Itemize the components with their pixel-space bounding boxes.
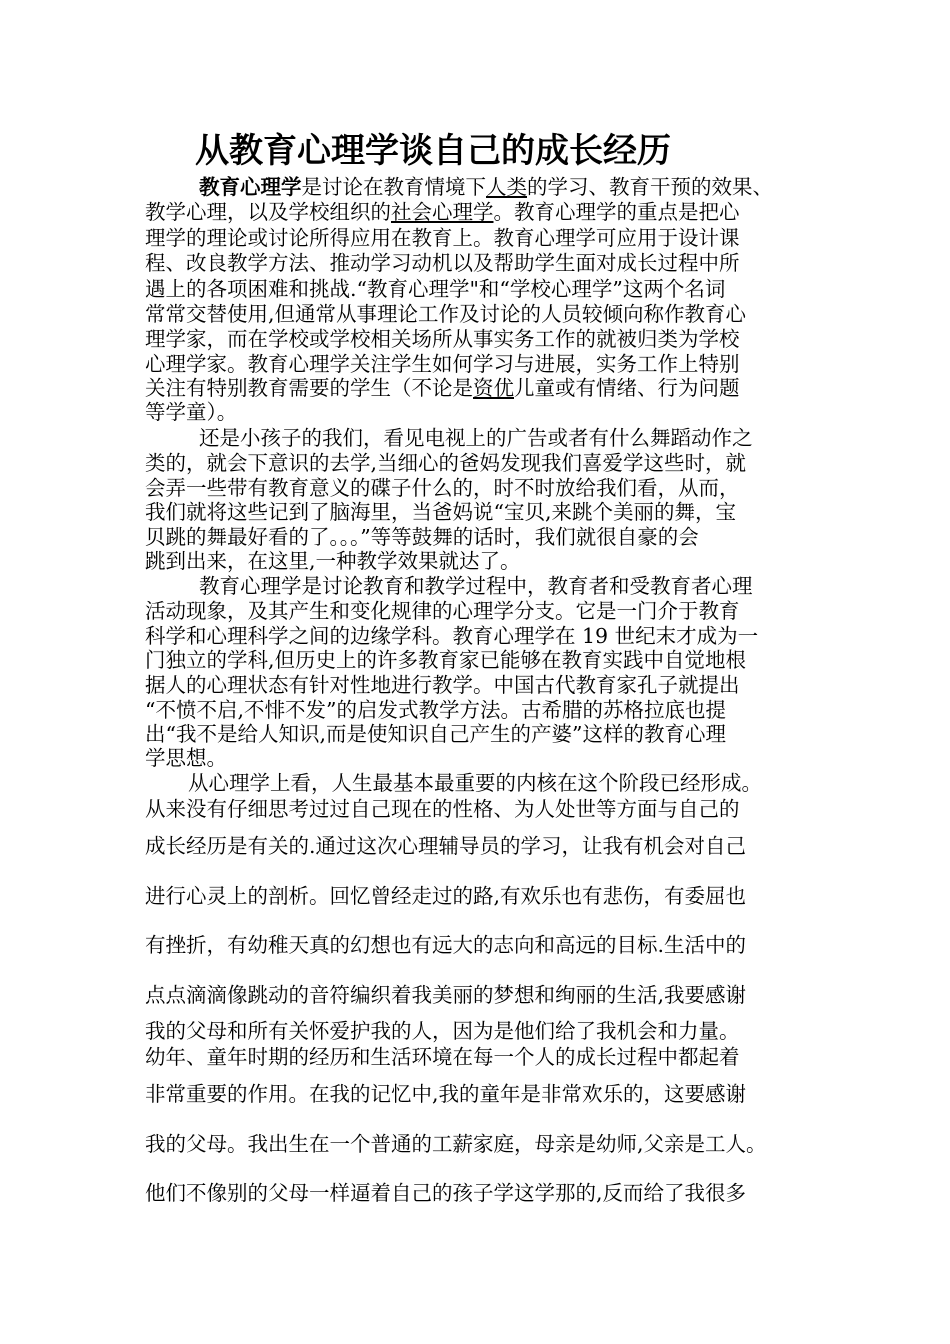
paragraph-3-line-4: 门独立的学科,但历史上的许多教育家已能够在教育实践中自觉地根 [145,648,747,672]
paragraph-3-line-2: 活动现象，及其产生和变化规律的心理学分支。它是一门介于教育 [145,599,740,623]
paragraph-4-line-2: 从来没有仔细思考过过自己现在的性格、为人处世等方面与自己的 [145,797,740,821]
paragraph-4-line-5: 有挫折，有幼稚天真的幻想也有远大的志向和高远的目标.生活中的 [145,933,747,957]
paragraph-5-line-4: 他们不像别的父母一样逼着自己的孩子学这学那的,反而给了我很多 [145,1181,747,1205]
paragraph-4-line-1: 从心理学上看，人生最基本最重要的内核在这个阶段已经形成。 [188,771,762,795]
paragraph-2-line-1: 还是小孩子的我们，看见电视上的广告或者有什么舞蹈动作之 [199,426,753,450]
paragraph-4-line-3: 成长经历是有关的.通过这次心理辅导员的学习，让我有机会对自己 [145,834,747,858]
document-title: 从教育心理学谈自己的成长经历 [195,131,671,171]
paragraph-3-line-1: 教育心理学是讨论教育和教学过程中，教育者和受教育者心理 [199,574,753,598]
paragraph-3-line-5: 据人的心理状态有针对性地进行教学。中国古代教育家孔子就提出 [145,673,740,697]
link-human[interactable]: 人类 [486,175,527,199]
link-gifted[interactable]: 资优 [473,376,514,400]
paragraph-3-line-6: “不愤不启,不悱不发”的启发式教学方法。古希腊的苏格拉底也提 [145,698,726,722]
paragraph-1-line-1: 教育心理学是讨论在教育情境下人类的学习、教育干预的效果、 [199,175,773,199]
paragraph-3-line-3: 科学和心理科学之间的边缘学科。教育心理学在 19 世纪末才成为一 [145,624,759,648]
paragraph-1-line-8: 心理学家。教育心理学关注学生如何学习与进展，实务工作上特别 [145,352,740,376]
paragraph-1-line-4: 程、改良教学方法、推动学习动机以及帮助学生面对成长过程中所 [145,251,740,275]
paragraph-1-line-6: 常常交替使用,但通常从事理论工作及讨论的人员较倾向称作教育心 [145,302,747,326]
paragraph-4-line-4: 进行心灵上的剖析。回忆曾经走过的路,有欢乐也有悲伤，有委屈也 [145,884,747,908]
paragraph-1-line-5: 遇上的各项困难和挑战.“教育心理学"和“学校心理学”这两个名词 [145,277,726,301]
paragraph-1-line-9: 关注有特别教育需要的学生（不论是资优儿童或有情绪、行为问题 [145,376,740,400]
paragraph-2-line-2: 类的，就会下意识的去学,当细心的爸妈发现我们喜爱学这些时，就 [145,451,747,475]
paragraph-2-line-4: 我们就将这些记到了脑海里，当爸妈说“宝贝,来跳个美丽的舞，宝 [145,500,736,524]
paragraph-5-line-3: 我的父母。我出生在一个普通的工薪家庭，母亲是幼师,父亲是工人。 [145,1132,767,1156]
paragraph-3-line-8: 学思想。 [145,746,227,770]
paragraph-2-line-5: 贝跳的舞最好看的了。。。”等等鼓舞的话时，我们就很自豪的会 [145,525,699,549]
bold-term: 教育心理学 [199,175,302,199]
paragraph-4-line-7: 我的父母和所有关怀爱护我的人，因为是他们给了我机会和力量。 [145,1019,740,1043]
paragraph-1-line-2: 教学心理，以及学校组织的社会心理学。教育心理学的重点是把心 [145,200,740,224]
paragraph-2-line-6: 跳到出来，在这里,一种教学效果就达了。 [145,549,521,573]
link-social-psychology[interactable]: 社会心理学 [391,200,494,224]
paragraph-5-line-1: 幼年、童年时期的经历和生活环境在每一个人的成长过程中都起着 [145,1045,740,1069]
paragraph-4-line-6: 点点滴滴像跳动的音符编织着我美丽的梦想和绚丽的生活,我要感谢 [145,983,747,1007]
paragraph-2-line-3: 会弄一些带有教育意义的碟子什么的，时不时放给我们看，从而， [145,476,740,500]
paragraph-5-line-2: 非常重要的作用。在我的记忆中,我的童年是非常欢乐的，这要感谢 [145,1082,747,1106]
paragraph-1-line-3: 理学的理论或讨论所得应用在教育上。教育心理学可应用于设计课 [145,226,740,250]
paragraph-1-line-10: 等学童）。 [145,400,238,424]
paragraph-1-line-7: 理学家，而在学校或学校相关场所从事实务工作的就被归类为学校 [145,327,740,351]
paragraph-3-line-7: 出“我不是给人知识,而是使知识自己产生的产婆”这样的教育心理 [145,722,726,746]
